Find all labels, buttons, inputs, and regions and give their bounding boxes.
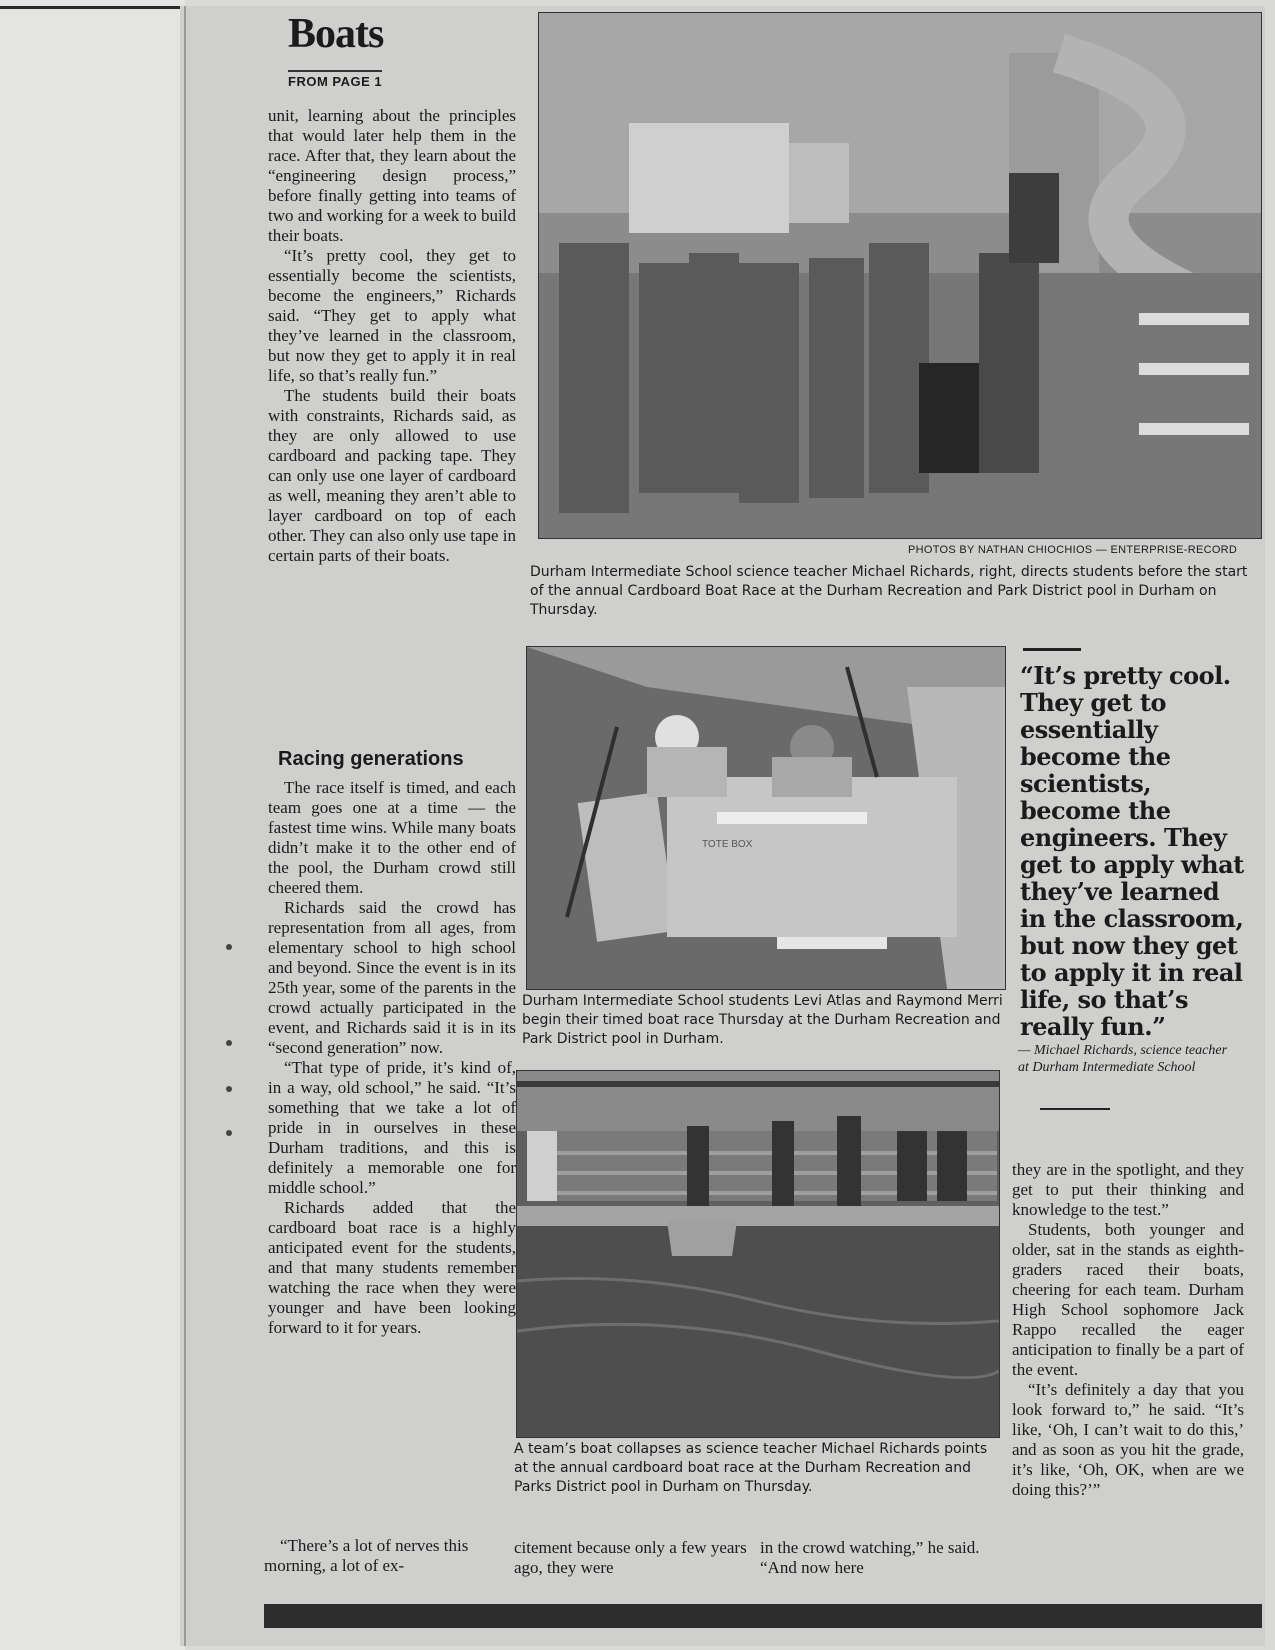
body-column-4 (1012, 1160, 1244, 1500)
paragraph: unit, learning about the principles that would later help them in the race. After that, they learn about the “engineering design process,” before finally getting into teams of two and working for a week to build their boats. (268, 106, 516, 245)
paragraph: The students build their boats with constraints, Richards said, as they are only allowed to use cardboard and packing tape. They can only use one layer of cardboard as well, meaning they aren’t able to layer cardboard on top of each other. They can also only use tape in certain parts of their boats. (268, 386, 517, 565)
bottom-line-col1: “There’s a lot of nerves this morning, a lot of ex- (264, 1536, 469, 1575)
column-rule (184, 6, 186, 1646)
pull-quote-attribution: — Michael Richards, science teacher at Durham Intermediate School (1018, 1043, 1228, 1075)
photo-credit: PHOTOS BY NATHAN CHIOCHIOS — ENTERPRISE-RECORD (908, 544, 1238, 556)
body-column-1 (268, 106, 516, 566)
photo-caption-3: A team’s boat collapses as science teacher Michael Richards points at the annual cardboard boat race at the Durham Recreation and Parks District pool in Durham on Thursday. (514, 1441, 988, 1495)
photo-boat-collapses (516, 1070, 1000, 1438)
paragraph: “That type of pride, it’s kind of, in a way, old school,” he said. “It’s something that we take a lot of pride in in ourselves in these Durham traditions, and this is definitely a memorable one for middle school.” (268, 1058, 516, 1197)
paragraph: “It’s pretty cool, they get to essentially become the scientists, become the engineers,” Richards said. “They get to apply what they’ve learned in the classroom, but now they get to apply it in real life, so that’s really fun.” (268, 246, 516, 385)
margin-dot (226, 1086, 232, 1092)
paragraph: Students, both younger and older, sat in the stands as eighth-graders raced their boats, cheering for each team. Durham High School sophomore Jack Rappo recalled the eager anticipation to finally be a part of the event. (1012, 1220, 1244, 1379)
photo-students-at-pool (538, 12, 1262, 539)
scan-margin (0, 0, 185, 1650)
headline: Boats (288, 11, 384, 57)
pull-quote: “It’s pretty cool. They get to essentially become the scientists, become the engineers. They get to apply what they’ve learned in the classroom, but now they get to apply it in real life, so that’s really fun.” (1020, 661, 1244, 1041)
margin-dot (226, 1130, 232, 1136)
pull-quote-rule (1023, 648, 1081, 651)
paragraph: “It’s definitely a day that you look forward to,” he said. “It’s like, ‘Oh, I can’t wait to do this,’ and as soon as you hit the grade, it’s like, ‘Oh, OK, when are we doing this?’” (1012, 1380, 1244, 1499)
margin-dot (226, 944, 232, 950)
bottom-line-col2: citement because only a few years ago, they were (514, 1538, 747, 1577)
jump-line: FROM PAGE 1 (288, 70, 382, 89)
paragraph: The race itself is timed, and each team goes one at a time — the fastest time wins. While many boats didn’t make it to the other end of the pool, the Durham crowd still cheered them. (268, 778, 516, 897)
paragraph: they are in the spotlight, and they get to put their thinking and knowledge to the test.” (1012, 1160, 1244, 1219)
photo-students-paddling (526, 646, 1006, 990)
photo-caption-1: Durham Intermediate School science teacher Michael Richards, right, directs students before the start of the annual Cardboard Boat Race at the Durham Recreation and Park District pool in Durham on Thursday. (530, 564, 1248, 618)
paragraph: Richards said the crowd has representation from all ages, from elementary school to high school and beyond. Since the event is in its 25th year, some of the parents in the crowd actually participated in the event, and Richards said it is in its “second generation” now. (268, 898, 516, 1057)
photo-caption-2: Durham Intermediate School students Levi Atlas and Raymond Merri begin their timed boat race Thursday at the Durham Recreation and Park District pool in Durham. (522, 993, 1003, 1047)
margin-dot (226, 1040, 232, 1046)
page-footer-bar (264, 1604, 1262, 1628)
box-label: TOTE BOX (702, 839, 753, 850)
pull-quote-rule-bottom (1040, 1108, 1110, 1110)
scan-edge-line (0, 6, 180, 9)
subhead: Racing generations (278, 748, 464, 770)
body-column-1-continued (268, 778, 516, 1338)
paragraph: Richards added that the cardboard boat race is a highly anticipated event for the students, and that many students remember watching the race when they were younger and have been looking forward to it for years. (268, 1198, 516, 1337)
bottom-line-col3: in the crowd watching,” he said. “And now here (760, 1538, 980, 1577)
